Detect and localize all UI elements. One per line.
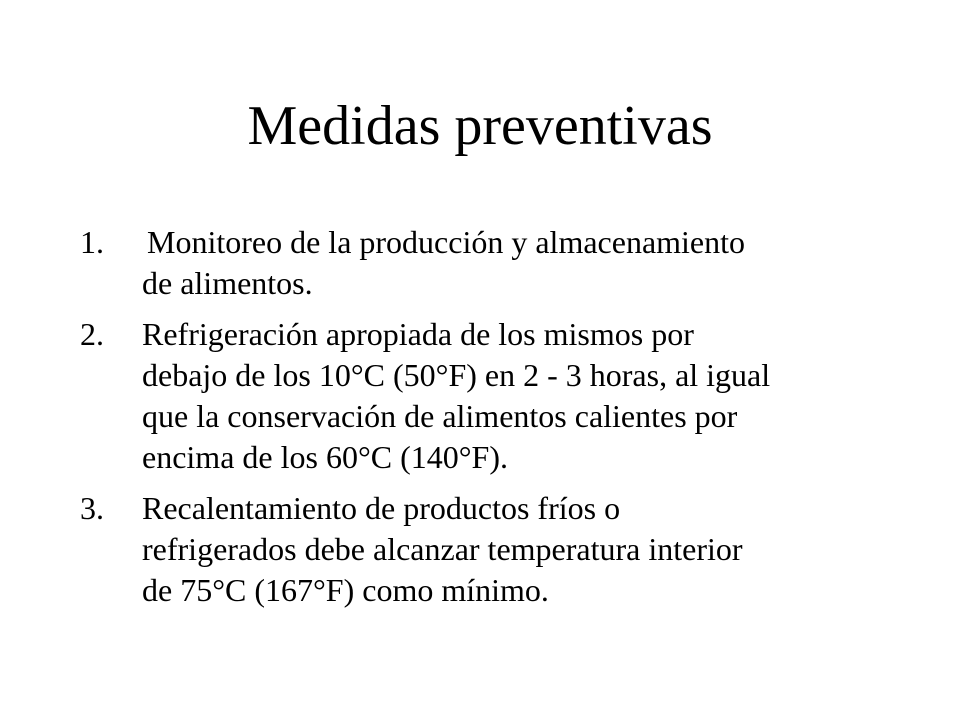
list-item <box>80 222 880 304</box>
slide-title: Medidas preventivas <box>247 95 713 157</box>
list-item-number: 3. <box>80 490 104 526</box>
list-item <box>80 488 880 611</box>
list-item-text: Recalentamiento de productos fríos o refrigerados debe alcanzar temperatura interior de 75°C (167°F) como mínimo. <box>142 490 743 608</box>
list-item-text: Monitoreo de la producción y almacenamiento de alimentos. <box>142 224 746 301</box>
list-item <box>80 314 880 478</box>
preventive-measures-list <box>80 222 880 611</box>
list-item-text: Refrigeración apropiada de los mismos por debajo de los 10°C (50°F) en 2 - 3 horas, al igual que la conservación de alimentos calientes por encima de los 60°C (140°F). <box>142 316 771 475</box>
list-item-number: 1. <box>80 224 104 260</box>
list-item-number: 2. <box>80 316 104 352</box>
